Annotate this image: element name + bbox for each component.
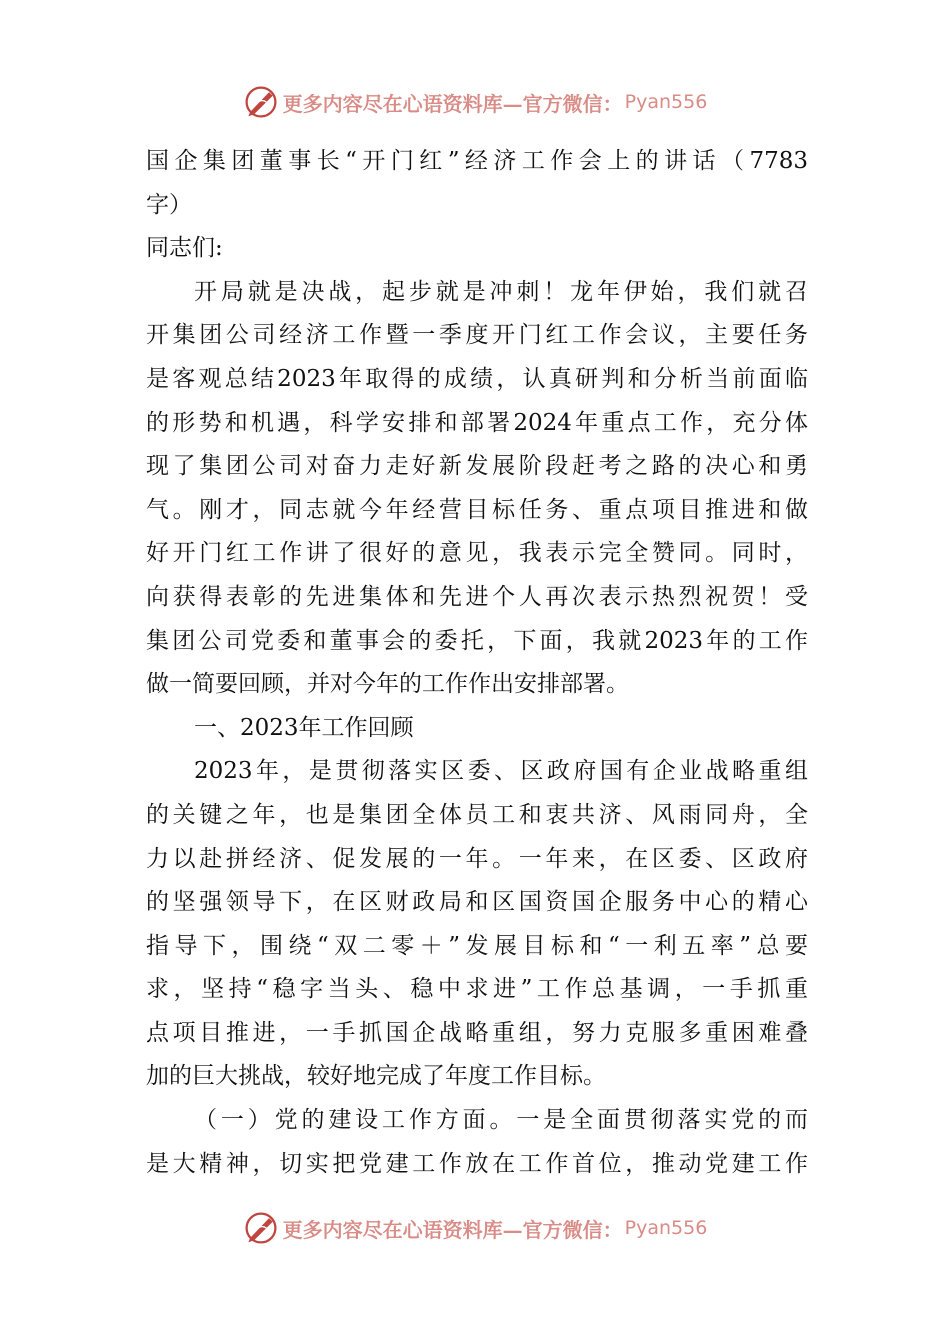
header-watermark-text: 更多内容尽在心语资料库—官方微信： [282,91,623,116]
text-line: 的形势和机遇，科学安排和部署2024年重点工作，充分体 [146,409,808,436]
text-line: 现了集团公司对奋力走好新发展阶段赶考之路的决心和勇 [146,453,808,480]
text-line: 的坚强领导下，在区财政局和区国资国企服务中心的精心 [146,889,808,916]
header-wechat-id: Pyan556 [624,91,708,113]
pen-logo-icon [243,84,279,120]
text-line: 同志们: [146,235,223,262]
header-watermark [0,82,950,122]
text-line: 开局就是决战，起步就是冲刺！龙年伊始，我们就召 [194,278,808,305]
text-line: 是客观总结2023年取得的成绩，认真研判和分析当前面临 [146,365,808,392]
footer-watermark [0,1208,950,1248]
text-line: 求，坚持“稳字当头、稳中求进”工作总基调，一手抓重 [146,976,808,1003]
document-title-line: 国企集团董事长“开门红”经济工作会上的讲话（7783 [146,148,808,174]
text-line: 字） [146,191,192,218]
text-line: （一）党的建设工作方面。一是全面贯彻落实党的而 [194,1107,808,1134]
text-line: 气。刚才，同志就今年经营目标任务、重点项目推进和做 [146,496,808,523]
text-line: 一、2023年工作回顾 [194,714,414,741]
text-line: 指导下，围绕“双二零＋”发展目标和“一利五率”总要 [146,932,808,959]
document-body [146,140,808,1186]
text-line: 加的巨大挑战，较好地完成了年度工作目标。 [146,1063,606,1090]
text-line: 向获得表彰的先进集体和先进个人再次表示热烈祝贺！受 [146,583,808,610]
footer-watermark-text: 更多内容尽在心语资料库—官方微信： [282,1217,623,1242]
text-line: 力以赴拼经济、促发展的一年。一年来，在区委、区政府 [146,845,808,872]
text-line: 开集团公司经济工作暨一季度开门红工作会议，主要任务 [146,322,808,349]
pen-logo-icon [243,1210,279,1246]
text-line: 的关键之年，也是集团全体员工和衷共济、风雨同舟，全 [146,801,808,828]
text-line: 好开门红工作讲了很好的意见，我表示完全赞同。同时， [146,540,808,567]
text-line: 做一简要回顾，并对今年的工作作出安排部署。 [146,671,629,698]
text-line: 集团公司党委和董事会的委托，下面，我就2023年的工作 [146,627,808,654]
text-line: 是大精神，切实把党建工作放在工作首位，推动党建工作 [146,1150,808,1177]
text-line: 2023年，是贯彻落实区委、区政府国有企业战略重组 [194,758,808,785]
text-line: 点项目推进，一手抓国企战略重组，努力克服多重困难叠 [146,1019,808,1046]
footer-wechat-id: Pyan556 [624,1217,708,1239]
